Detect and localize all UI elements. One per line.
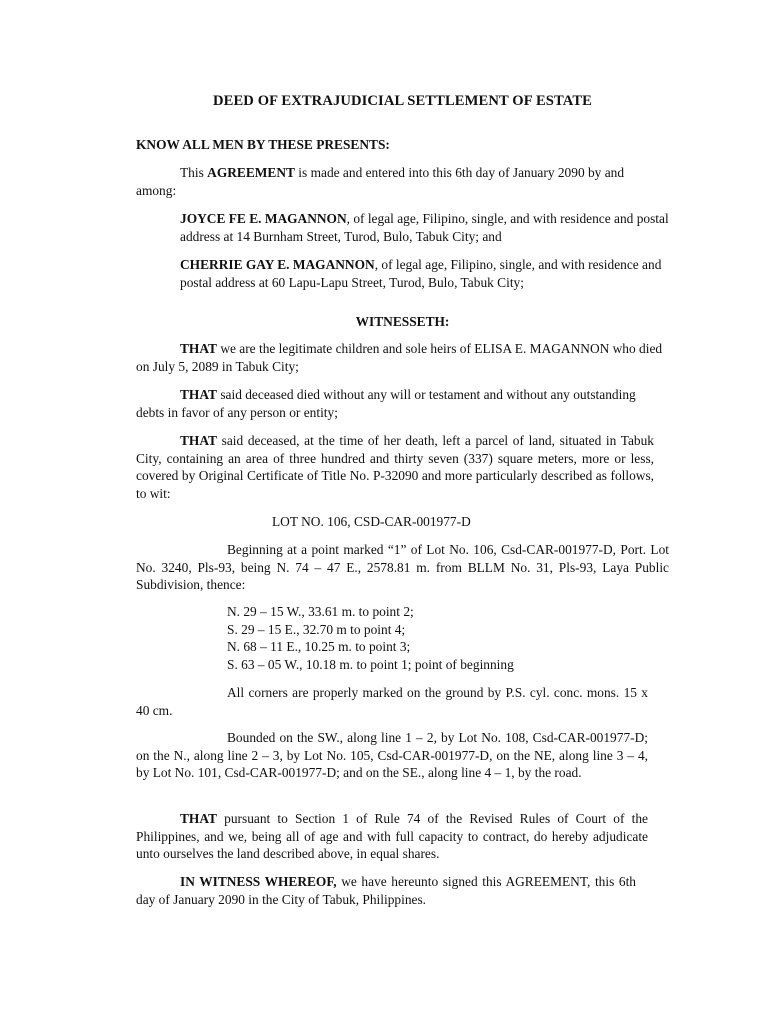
- party-2-name: CHERRIE GAY E. MAGANNON: [180, 257, 375, 272]
- bearing-line: S. 63 – 05 W., 10.18 m. to point 1; point of beginning: [227, 656, 514, 672]
- document-title: DEED OF EXTRAJUDICIAL SETTLEMENT OF ESTATE: [213, 93, 592, 109]
- party-1-paragraph: [180, 210, 669, 245]
- that-paragraph-1: [136, 340, 669, 375]
- bounded-paragraph: Bounded on the SW., along line 1 – 2, by Lot No. 108, Csd-CAR-001977-D; on the N., along line 2 – 3, by Lot No. 105, Csd-CAR-001977-D, on the NE, along line 3 – 4, by Lot No. 101, Csd-CAR-001977-D; and on the SE., along line 4 – 1, by the road.: [136, 730, 648, 780]
- that-paragraph-4: [136, 810, 648, 863]
- party-2-details: , of legal age, Filipino, single, and with residence and postal address at 60 Lapu-Lapu Street, Turod, Bulo, Tabuk City;: [180, 257, 662, 290]
- lot-heading: LOT NO. 106, CSD-CAR-001977-D: [272, 514, 471, 529]
- witness-whereof-paragraph: [136, 873, 636, 908]
- agreement-keyword: AGREEMENT: [207, 165, 295, 180]
- that-3-text: said deceased, at the time of her death, left a parcel of land, situated in Tabuk City, containing an area of three hundred and thirty seven (337) square meters, more or less, covered by Original Certificate of Title No. P-32090 and more particularly described as follows, to wit:: [136, 433, 654, 501]
- that-keyword: THAT: [180, 387, 217, 402]
- agreement-text: is made and entered into this 6th day of January 2090 by and among:: [136, 165, 625, 198]
- opening-line: KNOW ALL MEN BY THESE PRESENTS:: [136, 137, 390, 152]
- party-1-details: , of legal age, Filipino, single, and with residence and postal address at 14 Burnham Street, Turod, Bulo, Tabuk City; and: [180, 211, 669, 244]
- witnesseth-heading: WITNESSETH:: [355, 314, 450, 329]
- corners-paragraph: All corners are properly marked on the ground by P.S. cyl. conc. mons. 15 x 40 cm.: [136, 685, 648, 718]
- that-keyword: THAT: [180, 811, 217, 826]
- that-paragraph-2: [136, 386, 636, 421]
- witness-whereof-text: we have hereunto signed this AGREEMENT, this 6th day of January 2090 in the City of Tabuk, Philippines.: [136, 874, 636, 907]
- party-2-paragraph: [180, 256, 669, 291]
- agreement-paragraph: [136, 164, 636, 199]
- that-paragraph-3: [136, 432, 654, 502]
- witness-whereof-keyword: IN WITNESS WHEREOF,: [180, 874, 337, 889]
- that-keyword: THAT: [180, 341, 217, 356]
- bearing-line: N. 68 – 11 E., 10.25 m. to point 3;: [227, 639, 411, 654]
- beginning-paragraph: Beginning at a point marked “1” of Lot No. 106, Csd-CAR-001977-D, Port. Lot No. 3240, Pls-93, being N. 74 – 47 E., 2578.81 m. from BLLM No. 31, Pls-93, Laya Public Subdivision, thence:: [136, 542, 669, 592]
- bearing-line: N. 29 – 15 W., 33.61 m. to point 2;: [227, 604, 414, 619]
- that-2-text: said deceased died without any will or testament and without any outstanding debts in favor of any person or entity;: [136, 387, 636, 420]
- party-1-name: JOYCE FE E. MAGANNON: [180, 211, 347, 226]
- that-1-text: we are the legitimate children and sole heirs of ELISA E. MAGANNON who died on July 5, 2089 in Tabuk City;: [136, 341, 663, 374]
- bearing-line: S. 29 – 15 E., 32.70 m to point 4;: [227, 621, 406, 637]
- that-keyword: THAT: [180, 433, 217, 448]
- bearings-list: [227, 603, 627, 673]
- that-4-text: pursuant to Section 1 of Rule 74 of the Revised Rules of Court of the Philippines, and we, being all of age and with full capacity to contract, do hereby adjudicate unto ourselves the land described above, in equal shares.: [136, 811, 648, 861]
- agreement-pre: This: [180, 165, 208, 180]
